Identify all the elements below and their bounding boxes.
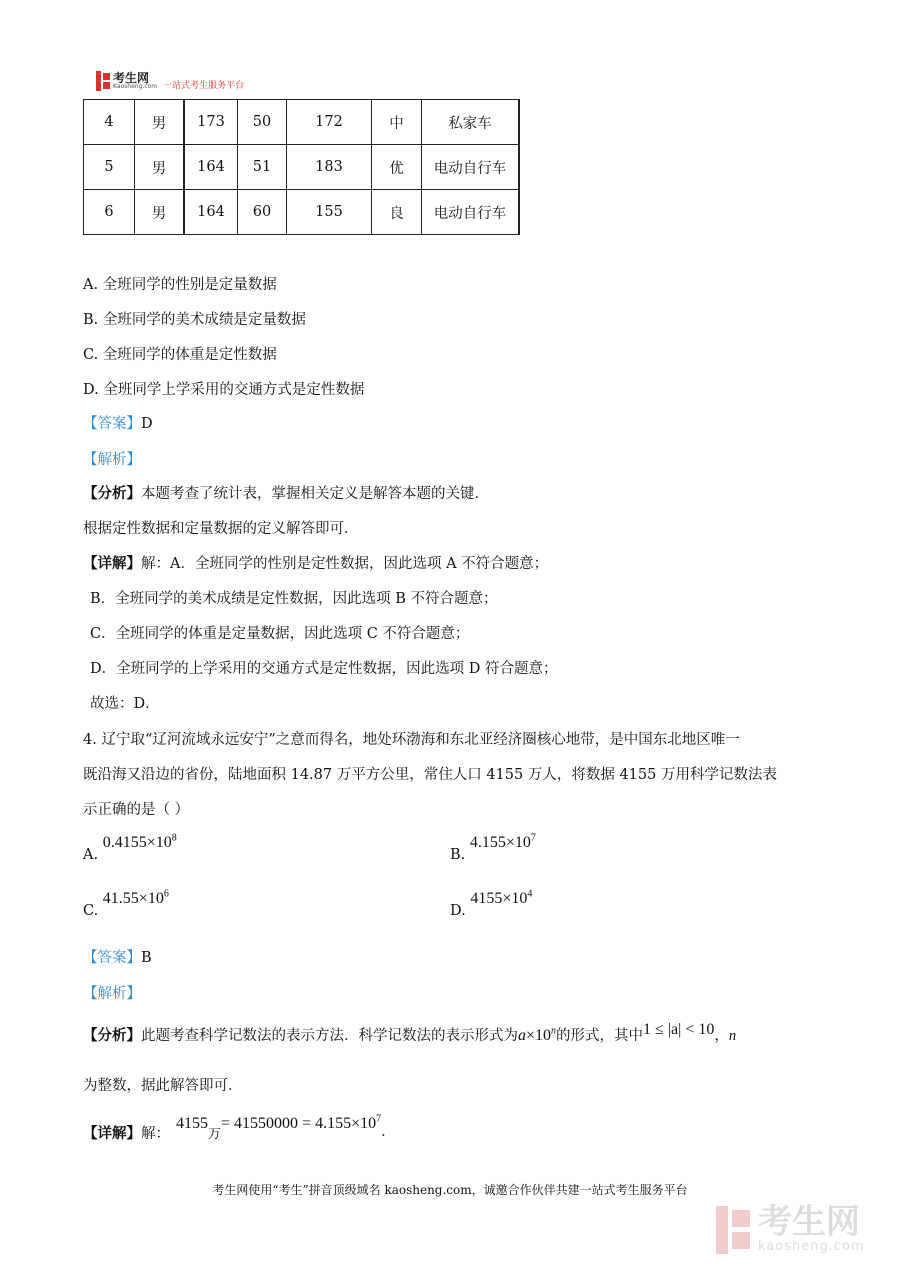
table-cell: 优 (372, 145, 422, 190)
table-cell: 183 (287, 145, 372, 190)
table-cell: 男 (135, 190, 185, 235)
q4-option-a: A. $0.4155\times 10^8$ (83, 833, 177, 864)
answer-tag: 【答案】 (83, 950, 141, 966)
q3-fenxi: 【分析】本题考查了统计表，掌握相关定义是解答本题的关键． (83, 485, 489, 502)
q4-detail: 【详解】解：4155万= $41550000 = 4.155\times 10^7$． (83, 1113, 396, 1142)
q4-answer (83, 946, 152, 967)
q3-detail-5: 故选：D． (90, 696, 160, 712)
watermark-name: 考生网 (758, 1202, 860, 1242)
q3-option-c: C. 全班同学的体重是定性数据 (83, 347, 277, 363)
watermark-icon (716, 1206, 752, 1254)
table-cell: 50 (238, 100, 287, 145)
table-cell: 173 (184, 100, 238, 145)
table-cell: 电动自行车 (422, 190, 520, 235)
q3-detail-4: D．全班同学的上学采用的交通方式是定性数据，因此选项 D 符合题意； (90, 661, 558, 677)
q3-analysis-tag: 【解析】 (83, 452, 141, 468)
table-cell: 164 (184, 190, 238, 235)
header-logo (96, 70, 244, 91)
q4-stem-1: 4. 辽宁取“辽河流域永远安宁”之意而得名，地处环渤海和东北亚经济圈核心地带，是中国东北地区唯一 (83, 732, 740, 748)
table-cell: 电动自行车 (422, 145, 520, 190)
table-cell: 6 (84, 190, 135, 235)
footer-text: 考生网使用“考生”拼音顶级域名 kaosheng.com，诚邀合作伙伴共建一站式考生服务平台 (212, 1183, 688, 1197)
watermark-logo (716, 1202, 865, 1254)
q4-option-d: D. $4155\times 10^4$ (450, 889, 533, 920)
answer-value: D (141, 416, 153, 432)
q3-fenxi-2: 根据定性数据和定量数据的定义解答即可． (83, 521, 359, 537)
table-cell: 私家车 (422, 100, 520, 145)
table-cell: 良 (372, 190, 422, 235)
logo-slogan: 一站式考生服务平台 (163, 81, 245, 91)
table-row (84, 100, 520, 145)
q3-option-a: A. 全班同学的性别是定量数据 (83, 277, 277, 293)
logo-icon (96, 71, 110, 91)
table-row (84, 190, 520, 235)
q4-stem-2: 既沿海又沿边的省份，陆地面积 14.87 万平方公里，常住人口 4155 万人，将数据 4155 万用科学记数法表 (83, 767, 777, 783)
logo-domain: Kaosheng.com (113, 82, 158, 90)
table-cell: 5 (84, 145, 135, 190)
table-cell: 男 (135, 100, 185, 145)
table-row (84, 145, 520, 190)
table-cell: 男 (135, 145, 185, 190)
answer-tag: 【答案】 (83, 416, 141, 432)
table-cell: 中 (372, 100, 422, 145)
q3-detail-3: C．全班同学的体重是定量数据，因此选项 C 不符合题意； (90, 626, 470, 642)
table-cell: 155 (287, 190, 372, 235)
q4-option-b: B. $4.155\times 10^7$ (450, 833, 536, 864)
q3-option-d: D. 全班同学上学采用的交通方式是定性数据 (83, 382, 365, 398)
q3-answer (83, 412, 153, 433)
q4-analysis-tag: 【解析】 (83, 986, 141, 1002)
q4-option-c: C. $41.55\times 10^6$ (83, 889, 169, 920)
q3-detail-1: 【详解】解：A．全班同学的性别是定性数据，因此选项 A 不符合题意； (83, 555, 549, 572)
q4-fenxi: 【分析】此题考查科学记数法的表示方法．科学记数法的表示形式为$a\times 10^n$的形式，其中1 ≤ |a| < 10，n (83, 1021, 737, 1044)
table-cell: 60 (238, 190, 287, 235)
table-cell: 164 (184, 145, 238, 190)
logo-name: 考生网 (113, 70, 150, 85)
answer-value: B (141, 950, 152, 966)
q4-stem-3: 示正确的是（ ） (83, 802, 190, 818)
table-cell: 4 (84, 100, 135, 145)
watermark-domain: kaosheng.com (758, 1239, 865, 1254)
q3-option-b: B. 全班同学的美术成绩是定量数据 (83, 312, 306, 328)
data-table (83, 99, 520, 235)
table-cell: 172 (287, 100, 372, 145)
q3-detail-2: B．全班同学的美术成绩是定性数据，因此选项 B 不符合题意； (90, 591, 498, 607)
table-cell: 51 (238, 145, 287, 190)
q4-fenxi-2: 为整数，据此解答即可． (83, 1078, 243, 1094)
